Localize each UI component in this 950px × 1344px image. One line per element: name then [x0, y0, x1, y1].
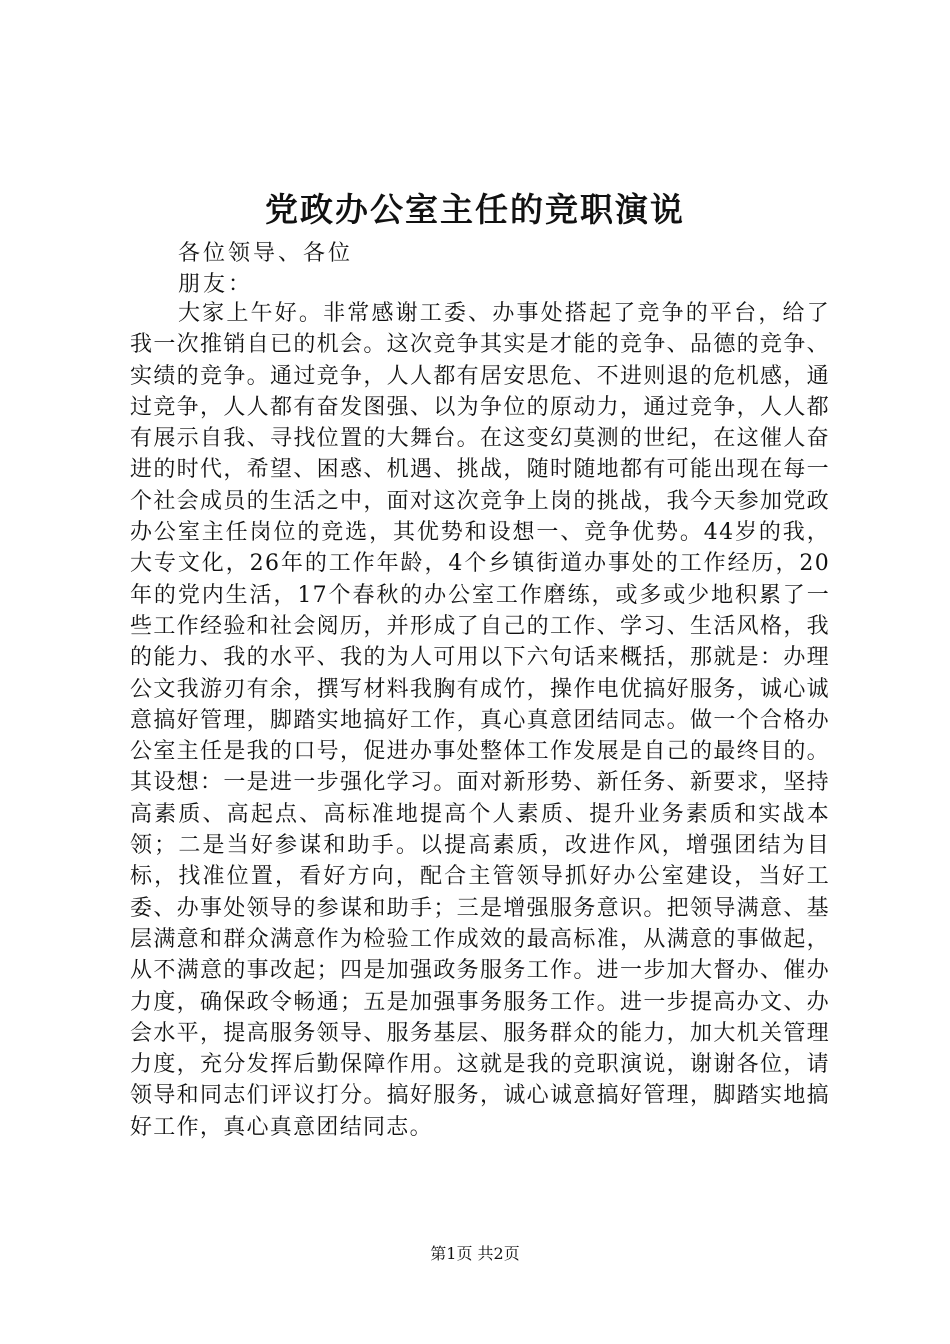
speech-body-paragraph: 大家上午好。非常感谢工委、办事处搭起了竞争的平台，给了我一次推销自已的机会。这次竞争其实是才能的竞争、品德的竞争、实绩的竞争。通过竞争，人人都有居安思危、不进则退的危机感，通过竞争，人人都有奋发图强、以为争位的原动力，通过竞争，人人都有展示自我、寻找位置的大舞台。在这变幻莫测的世纪，在这催人奋进的时代，希望、困惑、机遇、挑战，随时随地都有可能出现在每一个社会成员的生活之中，面对这次竞争上岗的挑战，我今天参加党政办公室主任岗位的竞选，其优势和设想一、竞争优势。44岁的我，大专文化，26年的工作年龄，4个乡镇街道办事处的工作经历，20年的党内生活，17个春秋的办公室工作磨练，或多或少地积累了一些工作经验和社会阅历，并形成了自己的工作、学习、生活风格，我的能力、我的水平、我的为人可用以下六句话来概括，那就是：办理公文我游刃有余，撰写材料我胸有成竹，操作电优搞好服务，诚心诚意搞好管理，脚踏实地搞好工作，真心真意团结同志。做一个合格办公室主任是我的口号，促进办事处整体工作发展是自己的最终目的。其设想：一是进一步强化学习。面对新形势、新任务、新要求，坚持高素质、高起点、高标准地提高个人素质、提升业务素质和实战本领；二是当好参谋和助手。以提高素质，改进作风，增强团结为目标，找准位置，看好方向，配合主管领导抓好办公室建设，当好工委、办事处领导的参谋和助手；三是增强服务意识。把领导满意、基层满意和群众满意作为检验工作成效的最高标准，从满意的事做起，从不满意的事改起；四是加强政务服务工作。进一步加大督办、催办力度，确保政令畅通；五是加强事务服务工作。进一步提高办文、办会水平，提高服务领导、服务基层、服务群众的能力，加大机关管理力度，充分发挥后勤保障作用。这就是我的竞职演说，谢谢各位，请领导和同志们评议打分。搞好服务，诚心诚意搞好管理，脚踏实地搞好工作，真心真意团结同志。	[130, 301, 830, 1140]
page-number-footer: 第1页 共2页	[430, 1244, 520, 1263]
document-title: 党政办公室主任的竞职演说	[265, 190, 685, 229]
salutation-line-1: 各位领导、各位	[178, 241, 354, 266]
salutation-line-2: 朋友：	[178, 272, 254, 297]
